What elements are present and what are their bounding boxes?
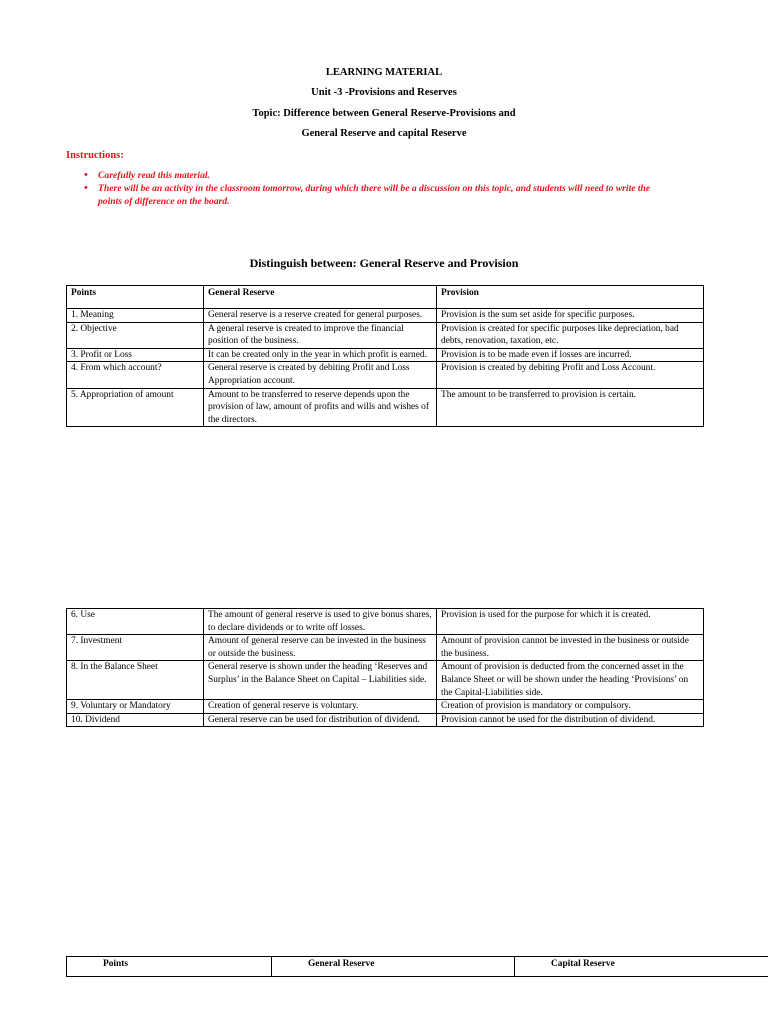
table-row xyxy=(67,309,704,323)
table-row xyxy=(67,609,704,635)
table-row xyxy=(67,700,704,714)
table-cell: Provision is used for the purpose for which it is created. xyxy=(437,609,704,635)
reserve-capital-table xyxy=(66,956,768,977)
table-cell: 7. Investment xyxy=(67,635,204,661)
table-cell: Creation of provision is mandatory or compulsory. xyxy=(437,700,704,714)
instruction-item: • Carefully read this material. xyxy=(84,169,724,182)
table-cell: 3. Profit or Loss xyxy=(67,348,204,362)
doc-title: LEARNING MATERIAL xyxy=(325,67,443,78)
column-header: Points xyxy=(67,286,204,309)
column-header: Points xyxy=(67,957,272,977)
table-cell: General reserve is a reserve created for general purposes. xyxy=(204,309,437,323)
table-cell: Provision is created for specific purposes like depreciation, bad debts, renovation, taxation, etc. xyxy=(437,322,704,348)
topic-line-1: Topic: Difference between General Reserve-Provisions and xyxy=(252,108,516,119)
table-cell: 4. From which account? xyxy=(67,362,204,388)
table-cell: Creation of general reserve is voluntary. xyxy=(204,700,437,714)
table-row xyxy=(67,713,704,727)
table-row xyxy=(67,661,704,700)
table-cell: Provision is created by debiting Profit and Loss Account. xyxy=(437,362,704,388)
table-cell: Amount of general reserve can be invested in the business or outside the business. xyxy=(204,635,437,661)
table-cell: Provision is to be made even if losses are incurred. xyxy=(437,348,704,362)
table-cell: Amount of provision is deducted from the concerned asset in the Balance Sheet or will be shown under the heading ‘Provisions’ on the Capital-Liabilities side. xyxy=(437,661,704,700)
column-header: Provision xyxy=(437,286,704,309)
table-cell: Provision is the sum set aside for specific purposes. xyxy=(437,309,704,323)
unit-title: Unit -3 -Provisions and Reserves xyxy=(311,87,457,98)
reserve-provision-table-part-2 xyxy=(66,608,704,727)
table-row xyxy=(67,362,704,388)
table-cell: The amount of general reserve is used to give bonus shares, to declare dividends or to write off losses. xyxy=(204,609,437,635)
instruction-item: • There will be an activity in the classroom tomorrow, during which there will be a discussion on this topic, and students will need to write the points of difference on the board. xyxy=(84,182,658,208)
table-cell: 1. Meaning xyxy=(67,309,204,323)
table-cell: It can be created only in the year in which profit is earned. xyxy=(204,348,437,362)
table-header-row xyxy=(67,957,768,977)
table-cell: General reserve is shown under the heading ‘Reserves and Surplus’ in the Balance Sheet on Capital – Liabilities side. xyxy=(204,661,437,700)
table-cell: The amount to be transferred to provision is certain. xyxy=(437,388,704,427)
reserve-provision-table-part-1 xyxy=(66,285,704,427)
table-header-row xyxy=(67,286,704,309)
column-header: Capital Reserve xyxy=(515,957,768,977)
table-cell: 2. Objective xyxy=(67,322,204,348)
table-cell: 8. In the Balance Sheet xyxy=(67,661,204,700)
table-cell: General reserve is created by debiting Profit and Loss Appropriation account. xyxy=(204,362,437,388)
table-cell: 6. Use xyxy=(67,609,204,635)
table-cell: 5. Appropriation of amount xyxy=(67,388,204,427)
column-header: General Reserve xyxy=(272,957,515,977)
table-cell: 10. Dividend xyxy=(67,713,204,727)
instructions-list xyxy=(84,169,724,208)
topic-line-2: General Reserve and capital Reserve xyxy=(301,128,467,139)
table-cell: A general reserve is created to improve the financial position of the business. xyxy=(204,322,437,348)
table-cell: Amount of provision cannot be invested in the business or outside the business. xyxy=(437,635,704,661)
table-row xyxy=(67,322,704,348)
table-row xyxy=(67,388,704,427)
instructions-heading: Instructions: xyxy=(66,150,124,161)
table-row xyxy=(67,635,704,661)
table-cell: 9. Voluntary or Mandatory xyxy=(67,700,204,714)
table-cell: General reserve can be used for distribution of dividend. xyxy=(204,713,437,727)
section-title: Distinguish between: General Reserve and Provision xyxy=(249,256,519,270)
table-row xyxy=(67,348,704,362)
table-cell: Provision cannot be used for the distribution of dividend. xyxy=(437,713,704,727)
column-header: General Reserve xyxy=(204,286,437,309)
table-cell: Amount to be transferred to reserve depends upon the provision of law, amount of profits and wills and wishes of the directors. xyxy=(204,388,437,427)
